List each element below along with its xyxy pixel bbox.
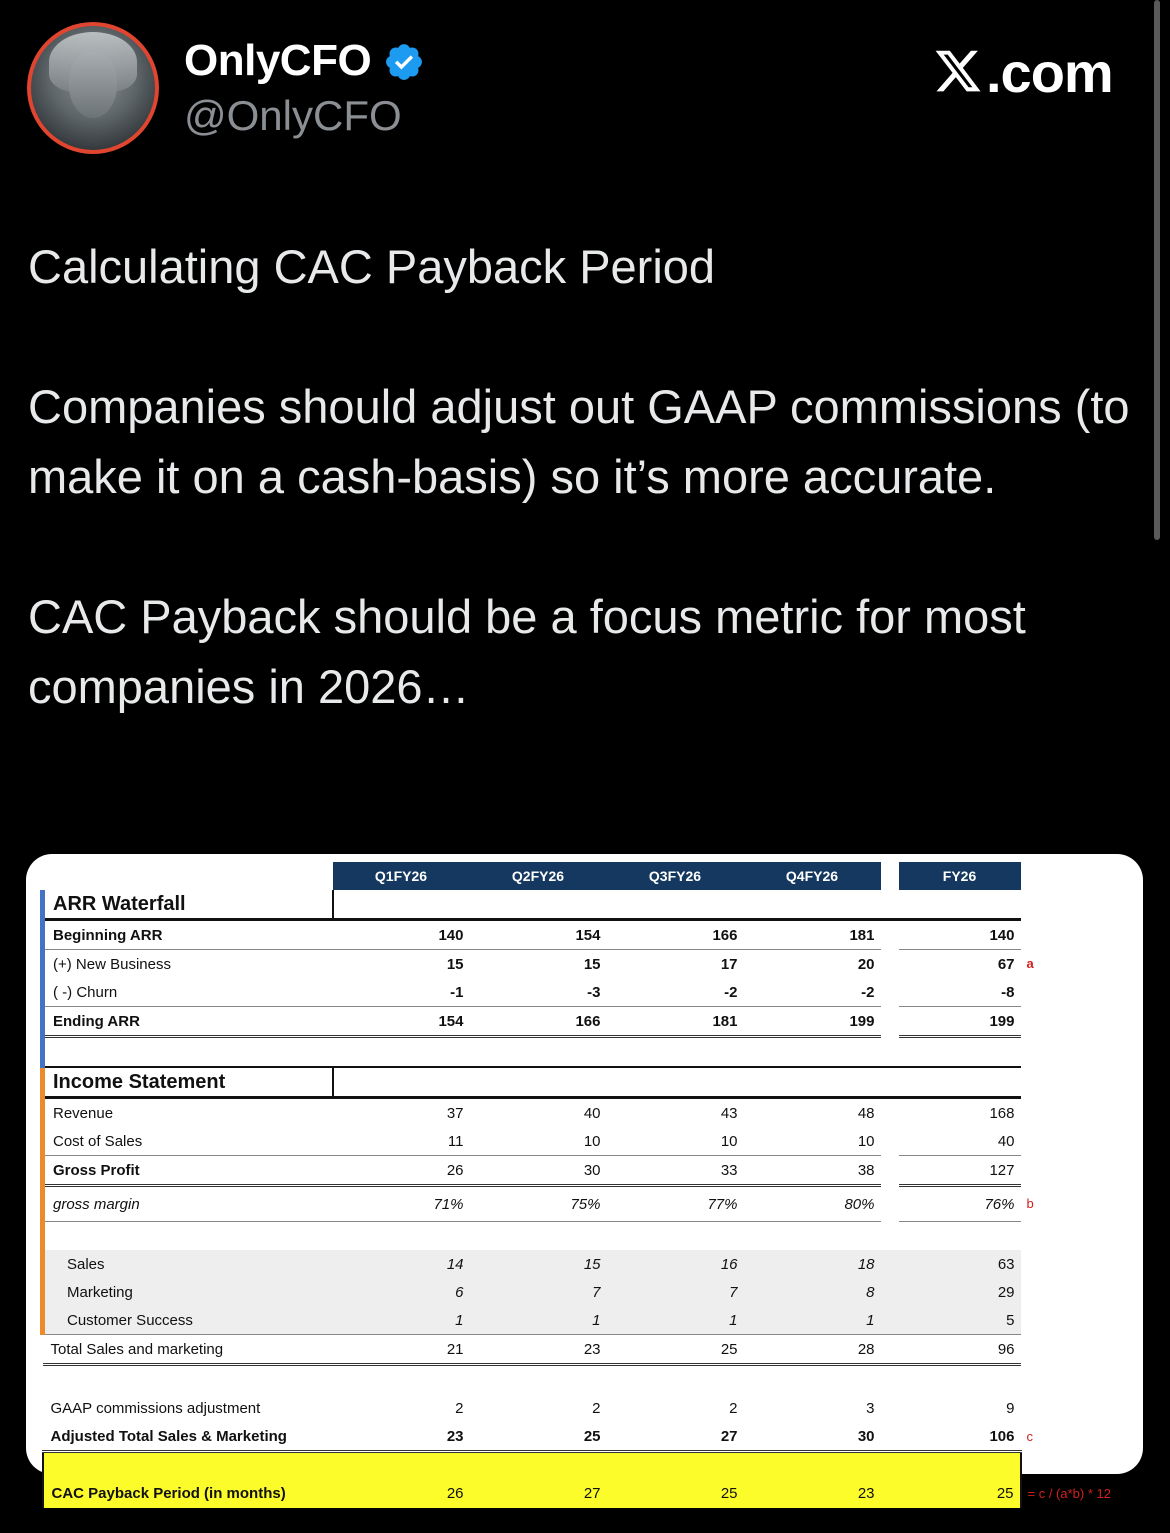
row-label: (+) New Business bbox=[43, 950, 333, 979]
cell: 127 bbox=[899, 1156, 1021, 1186]
col-header: Q1FY26 bbox=[333, 862, 470, 890]
cell: 28 bbox=[744, 1335, 881, 1365]
table-row bbox=[43, 1250, 1131, 1278]
row-label: gross margin bbox=[43, 1186, 333, 1222]
row-label: Marketing bbox=[43, 1278, 333, 1306]
cell: 5 bbox=[899, 1306, 1021, 1335]
row-note bbox=[1021, 978, 1131, 1007]
cell: 26 bbox=[333, 1156, 470, 1186]
author-name[interactable]: OnlyCFO bbox=[184, 36, 372, 85]
cell: 10 bbox=[744, 1127, 881, 1156]
cell: 38 bbox=[744, 1156, 881, 1186]
table-row bbox=[43, 1098, 1131, 1128]
row-label: Customer Success bbox=[43, 1306, 333, 1335]
cell: 2 bbox=[455, 1399, 464, 1417]
cell: 199 bbox=[744, 1007, 881, 1037]
cell: 40 bbox=[899, 1127, 1021, 1156]
col-header: Q4FY26 bbox=[744, 862, 881, 890]
cell: 2 bbox=[729, 1399, 738, 1417]
col-header: FY26 bbox=[899, 862, 1021, 890]
row-note bbox=[1021, 920, 1131, 950]
row-note: b bbox=[1026, 1196, 1034, 1211]
tweet-image-spreadsheet[interactable] bbox=[26, 854, 1143, 1502]
cac-payback-row bbox=[43, 1480, 1131, 1508]
avatar-image bbox=[31, 26, 155, 150]
row-label: ( -) Churn bbox=[43, 978, 333, 1007]
table-row bbox=[43, 950, 1131, 979]
section-header-arr bbox=[43, 890, 1131, 920]
row-label: Adjusted Total Sales & Marketing bbox=[43, 1422, 333, 1452]
cell: 80% bbox=[744, 1186, 881, 1222]
cell: 30 bbox=[470, 1156, 607, 1186]
tweet-line-3: CAC Payback should be a focus metric for most companies in 2026… bbox=[28, 590, 1026, 713]
cell: 43 bbox=[720, 1104, 738, 1122]
cell: 154 bbox=[333, 1007, 470, 1037]
cell: 7 bbox=[470, 1278, 607, 1306]
cell: 25 bbox=[899, 1480, 1021, 1508]
cell: 75% bbox=[470, 1186, 607, 1222]
cell: 76% bbox=[899, 1186, 1021, 1222]
section-header-income bbox=[43, 1067, 1131, 1098]
cell: 199 bbox=[899, 1007, 1021, 1037]
tweet-line-2: Companies should adjust out GAAP commissions (to make it on a cash-basis) so it’s more accurate. bbox=[28, 380, 1130, 503]
x-com-watermark bbox=[932, 40, 1113, 105]
cell: -8 bbox=[899, 978, 1021, 1007]
cell: 29 bbox=[899, 1278, 1021, 1306]
table-row bbox=[43, 1127, 1131, 1156]
cell: 17 bbox=[720, 955, 738, 973]
cell: 6 bbox=[333, 1278, 470, 1306]
cell: 14 bbox=[333, 1250, 470, 1278]
row-note: a bbox=[1026, 956, 1034, 972]
table-row bbox=[43, 1278, 1131, 1306]
cell: 15 bbox=[470, 1250, 607, 1278]
cell: 26 bbox=[333, 1480, 470, 1508]
avatar[interactable] bbox=[27, 22, 159, 154]
row-label: Sales bbox=[43, 1250, 333, 1278]
row-label: CAC Payback Period (in months) bbox=[43, 1480, 333, 1508]
cell: 21 bbox=[333, 1335, 470, 1365]
cell: 48 bbox=[857, 1104, 875, 1122]
cell: 71% bbox=[333, 1186, 470, 1222]
formula-note: = c / (a*b) * 12 bbox=[1027, 1486, 1111, 1501]
row-note: c bbox=[1026, 1429, 1033, 1445]
row-label: Beginning ARR bbox=[43, 920, 333, 950]
cell: 63 bbox=[899, 1250, 1021, 1278]
site-domain: .com bbox=[986, 41, 1113, 104]
cell: 140 bbox=[899, 920, 1021, 950]
cell: 37 bbox=[446, 1104, 464, 1122]
cell: 77% bbox=[607, 1186, 744, 1222]
cell: 27 bbox=[607, 1422, 744, 1452]
table-row bbox=[43, 1306, 1131, 1335]
tweet-text bbox=[28, 232, 1138, 722]
cell: 27 bbox=[470, 1480, 607, 1508]
table-row bbox=[43, 1335, 1131, 1365]
cell: 23 bbox=[333, 1422, 470, 1452]
avatar-face bbox=[69, 52, 117, 118]
cell: 1 bbox=[744, 1306, 881, 1335]
cell: -2 bbox=[744, 978, 881, 1007]
cell: 30 bbox=[744, 1422, 881, 1452]
table-row bbox=[43, 1394, 1131, 1422]
table-row bbox=[43, 1007, 1131, 1037]
cell: 23 bbox=[744, 1480, 881, 1508]
verified-badge-icon bbox=[383, 41, 425, 83]
cell: 40 bbox=[583, 1104, 601, 1122]
table-row bbox=[43, 1422, 1131, 1452]
table-row bbox=[43, 920, 1131, 950]
cell: 181 bbox=[607, 1007, 744, 1037]
cell: 25 bbox=[607, 1335, 744, 1365]
cell: 7 bbox=[607, 1278, 744, 1306]
cell: -3 bbox=[470, 978, 607, 1007]
col-header: Q3FY26 bbox=[607, 862, 744, 890]
column-header-row bbox=[43, 862, 1131, 890]
row-note bbox=[1021, 1007, 1131, 1037]
cell: 8 bbox=[744, 1278, 881, 1306]
table-row bbox=[43, 1156, 1131, 1186]
cell: 11 bbox=[333, 1127, 470, 1156]
cell: 168 bbox=[989, 1104, 1015, 1122]
cell: 25 bbox=[607, 1480, 744, 1508]
cell: 106 bbox=[899, 1422, 1021, 1452]
cell: 96 bbox=[899, 1335, 1021, 1365]
cell: 166 bbox=[470, 1007, 607, 1037]
scrollbar[interactable] bbox=[1154, 0, 1160, 540]
author-handle[interactable]: @OnlyCFO bbox=[184, 92, 402, 139]
cell: 67 bbox=[997, 955, 1015, 973]
cell: 2 bbox=[592, 1399, 601, 1417]
cell: 15 bbox=[583, 955, 601, 973]
cell: 9 bbox=[1006, 1399, 1015, 1417]
section-title: Income Statement bbox=[43, 1067, 333, 1098]
cac-payback-table bbox=[40, 862, 1131, 1508]
cell: 20 bbox=[857, 955, 875, 973]
x-logo-icon bbox=[932, 46, 984, 96]
col-header: Q2FY26 bbox=[470, 862, 607, 890]
cell: 10 bbox=[607, 1127, 744, 1156]
cell: 15 bbox=[446, 955, 464, 973]
cell: 10 bbox=[470, 1127, 607, 1156]
cell: 1 bbox=[333, 1306, 470, 1335]
cell: 181 bbox=[744, 920, 881, 950]
cell: 33 bbox=[607, 1156, 744, 1186]
tweet-line-1: Calculating CAC Payback Period bbox=[28, 240, 716, 293]
cell: 1 bbox=[470, 1306, 607, 1335]
table-row bbox=[43, 978, 1131, 1007]
cell: -2 bbox=[607, 978, 744, 1007]
cell: -1 bbox=[333, 978, 470, 1007]
row-label: Total Sales and marketing bbox=[43, 1335, 333, 1365]
section-title: ARR Waterfall bbox=[43, 890, 333, 920]
cell: 3 bbox=[866, 1399, 875, 1417]
row-label: GAAP commissions adjustment bbox=[50, 1399, 261, 1417]
cell: 154 bbox=[470, 920, 607, 950]
cell: 23 bbox=[470, 1335, 607, 1365]
table-row bbox=[43, 1186, 1131, 1222]
row-label: Gross Profit bbox=[43, 1156, 333, 1186]
cell: 18 bbox=[744, 1250, 881, 1278]
cell: 1 bbox=[607, 1306, 744, 1335]
cell: 166 bbox=[607, 920, 744, 950]
cell: 16 bbox=[607, 1250, 744, 1278]
cell: 25 bbox=[470, 1422, 607, 1452]
row-label: Revenue bbox=[43, 1098, 333, 1128]
row-label: Cost of Sales bbox=[43, 1127, 333, 1156]
cell: 140 bbox=[333, 920, 470, 950]
row-label: Ending ARR bbox=[43, 1007, 333, 1037]
